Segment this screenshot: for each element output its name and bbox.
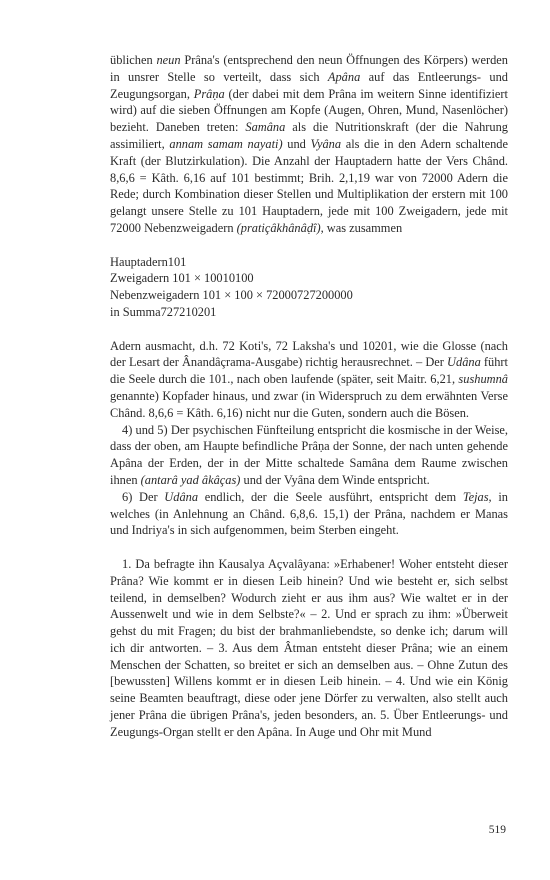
paragraph-4: 6) Der Udâna endlich, der die Seele ausführt, entspricht dem Tejas, in welches (in Anlehnung an Chând. 6,8,6. 15,1) der Prâna, nachdem er Manas und Indriya's in sich aufgenommen, beim Sterben eingeht. [110,489,508,538]
paragraph-1: üblichen neun Prâna's (entsprechend den neun Öffnungen des Körpers) werden in unsrer Stelle so verteilt, dass sich Apâna auf das Entleerungs- und Zeugungsorgan, Prâṇa (der dabei mit dem Prâna im weitern Sinne identifiziert wird) auf die sieben Öffnungen am Kopfe (Augen, Ohren, Mund, Nasenlöcher) bezieht. Daneben treten: Samâna als die Nutritionskraft (der die Nahrung assimiliert, annam samam nayati) und Vyâna als die in den Adern schaltende Kraft (der Blutzirkulation). Die Anzahl der Hauptadern hatte der Vers Chând. 8,6,6 = Kâth. 6,16 auf 101 bestimmt; Brih. 2,1,19 war von 72000 Adern die Rede; durch Kombination dieser Stellen und Multiplikation der erstern mit 100 gelangt unsere Stelle zu 101 Hauptadern, jede mit 100 Zweigadern, jede mit 72000 Nebenzweigadern (pratiçâkhânâḍî), was zusammen [110,53,508,235]
page-number: 519 [488,824,506,836]
paragraph-5: 1. Da befragte ihn Kausalya Açvalâyana: »Erhabener! Woher entsteht dieser Prâna? Wie kommt er in diesen Leib hinein? Und wie besteht er, sich selbst teilend, in demselben? Wodurch zieht er aus ihm aus? Wie waltet er in der Aussenwelt und wie in dem Selbste?« – 2. Und er sprach zu ihm: »Überweit gehst du mit Fragen; du bist der brahmanliebendste, so denke ich; darum will ich dir antworten. – 3. Aus dem Âtman entsteht dieser Prâna; wie an einem Menschen der Schatten, so breitet er sich an demselben aus. – Ohne Zutun des [bewussten] Willens kommt er in diesen Leib hinein. – 4. Und wie ein König seine Beamten beauftragt, diese oder jene Dörfer zu verwalten, also stellt auch jener Prâna die übrigen Prâna's, jeden besonders, an. 5. Über Entleerungs- und Zeugungs-Organ stellt er den Apâna. In Auge und Ohr mit Mund [110,556,508,739]
calc-row-branch-veins: Zweigadern 101 × 10010100 [110,271,254,286]
calc-row-sub-branch-veins: Nebenzweigadern 101 × 100 × 72000727200000 [110,288,353,303]
calc-row-total: in Summa727210201 [110,304,217,319]
paragraph-2: Adern ausmacht, d.h. 72 Koti's, 72 Laksha's und 10201, wie die Glosse (nach der Lesart der Ânandâçrama-Ausgabe) richtig herausrechnet. – Der Udâna führt die Seele durch die 101., nach oben laufende (später, seit Maitr. 6,21, sushumnâ genannte) Kopfader hinaus, und zwar (in Widerspruch zu dem erwähnten Verse Chând. 8,6,6 = Kâth. 6,16) nicht nur die Guten, sondern auch die Bösen. [110,338,508,420]
vein-count-table [110,254,508,321]
page-text [110,52,508,741]
paragraph-3: 4) und 5) Der psychischen Fünfteilung entspricht die kosmische in der Weise, dass der oben, am Haupte befindliche Prâṇa der Sonne, der nach unten gehende Apâna der Erden, der in der Mitte schaltede Samâna dem Raume zwischen ihnen (antarâ yad âkâças) und der Vyâna dem Winde entspricht. [110,422,508,487]
calc-row-main-veins: Hauptadern101 [110,254,187,269]
